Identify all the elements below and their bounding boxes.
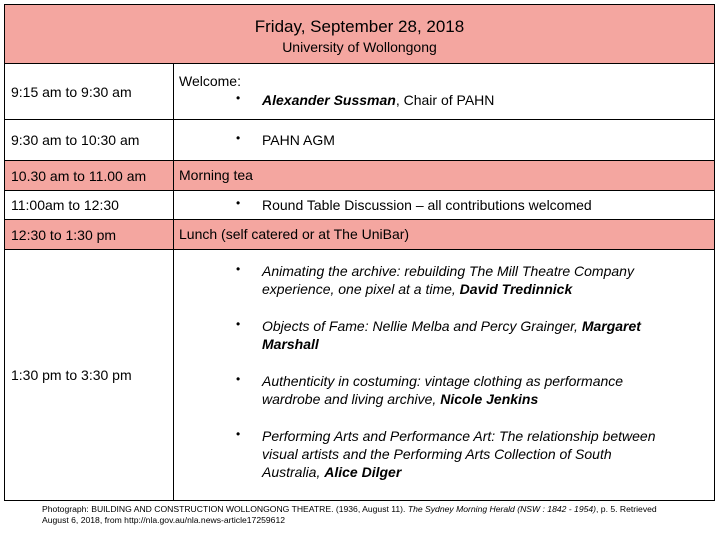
schedule-row-agm <box>5 120 714 161</box>
schedule-row-welcome <box>5 64 714 120</box>
schedule-table <box>4 4 715 501</box>
talk-title: wardrobe and living archive, <box>262 391 441 407</box>
header-venue: University of Wollongong <box>282 39 437 55</box>
bullet-icon: • <box>236 262 241 276</box>
row-time: 1:30 pm to 3:30 pm <box>5 250 174 500</box>
talk-title: Australia, <box>262 464 325 480</box>
speaker-name: Marshall <box>262 336 319 352</box>
caption-journal: The Sydney Morning Herald (NSW : 1842 - 1954) <box>407 504 597 514</box>
schedule-row-lunch <box>5 220 714 250</box>
speaker-name: Nicole Jenkins <box>440 391 539 407</box>
caption-text: Photograph: BUILDING AND CONSTRUCTION WOLLONGONG THEATRE. (1936, August 11). <box>42 504 408 514</box>
row-time: 9:30 am to 10:30 am <box>5 120 174 160</box>
row-description <box>174 220 714 249</box>
speaker-name: Alice Dilger <box>324 464 402 480</box>
bullet-icon: • <box>236 91 241 105</box>
bullet-icon: • <box>236 317 241 331</box>
talk-title: visual artists and the Performing Arts Collection of South <box>262 446 612 462</box>
talk-title: Performing Arts and Performance Art: The relationship between <box>262 428 656 444</box>
row-time: 12:30 to 1:30 pm <box>5 220 174 249</box>
speaker-role: , Chair of PAHN <box>395 92 495 108</box>
caption-text: , p. 5. Retrieved <box>596 504 657 514</box>
row-description <box>174 120 714 160</box>
bullet-icon: • <box>236 372 241 386</box>
photo-caption <box>42 504 712 526</box>
welcome-label: Welcome: <box>179 73 241 89</box>
speaker-name: Alexander Sussman <box>262 92 396 108</box>
caption-text: August 6, 2018, from http://nla.gov.au/nla.news-article17259612 <box>42 515 286 525</box>
talk-title: Objects of Fame: Nellie Melba and Percy Grainger, <box>262 318 582 334</box>
row-time: 9:15 am to 9:30 am <box>5 64 174 119</box>
schedule-row-morning-tea <box>5 161 714 191</box>
talk-title: Authenticity in costuming: vintage clothing as performance <box>262 373 624 389</box>
bullet-icon: • <box>236 131 241 145</box>
item-text: Lunch (self catered or at The UniBar) <box>179 226 410 242</box>
speaker-name: Margaret <box>581 318 641 334</box>
row-time: 10.30 am to 11.00 am <box>5 161 174 190</box>
row-time: 11:00am to 12:30 <box>5 191 174 219</box>
speaker-name: David Tredinnick <box>459 281 573 297</box>
talk-title: Animating the archive: rebuilding The Mill Theatre Company <box>262 263 634 279</box>
header-date: Friday, September 28, 2018 <box>254 17 465 36</box>
schedule-header <box>5 5 714 64</box>
bullet-icon: • <box>236 196 241 210</box>
row-description <box>174 250 714 500</box>
schedule-row-talks <box>5 250 714 500</box>
row-description <box>174 161 714 190</box>
item-text: Round Table Discussion – all contributions welcomed <box>262 197 592 213</box>
row-description <box>174 191 714 219</box>
row-description <box>174 64 714 119</box>
schedule-row-round-table <box>5 191 714 220</box>
item-text: Morning tea <box>179 167 253 183</box>
talk-title: experience, one pixel at a time, <box>262 281 460 297</box>
item-text: PAHN AGM <box>262 132 335 148</box>
bullet-icon: • <box>236 427 241 441</box>
